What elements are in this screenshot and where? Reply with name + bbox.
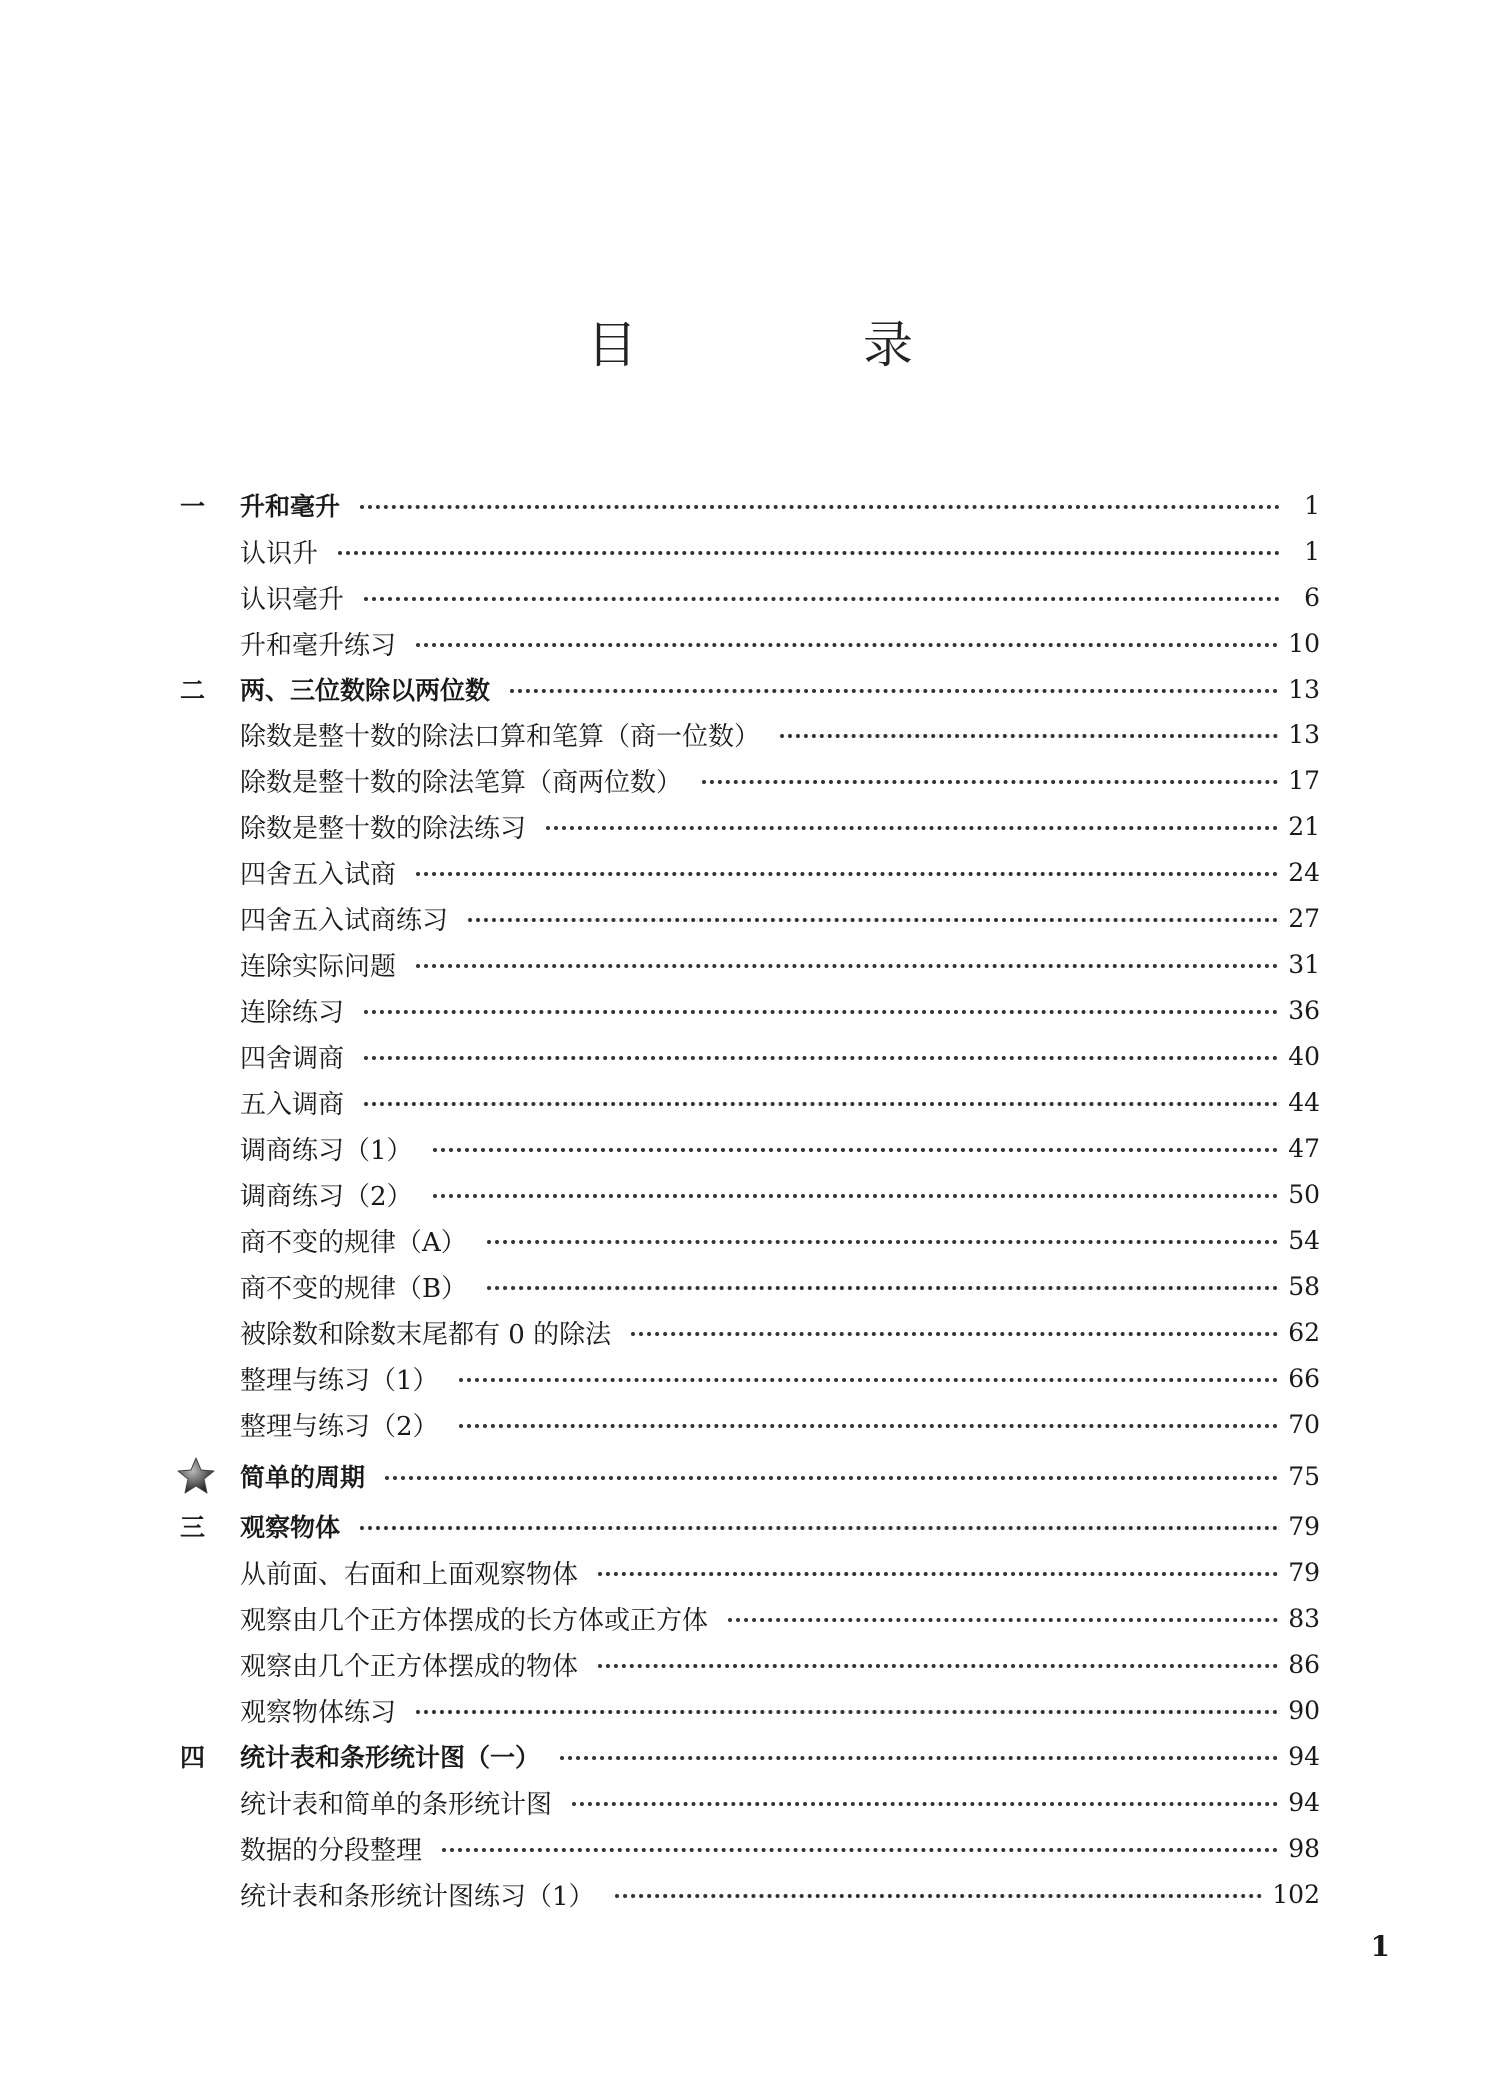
toc-entry-title: 统计表和条形统计图（一） bbox=[240, 1743, 541, 1772]
dot-leader bbox=[360, 505, 1280, 509]
toc-chapter-number: 二 bbox=[180, 676, 206, 705]
toc-entry bbox=[180, 1358, 1320, 1398]
toc-entry-title: 调商练习（1） bbox=[240, 1135, 413, 1166]
toc-entry bbox=[180, 1036, 1320, 1076]
toc-chapter-entry bbox=[180, 485, 1320, 525]
dot-leader bbox=[487, 1286, 1278, 1290]
toc-entry-title: 四舍调商 bbox=[240, 1043, 345, 1074]
toc-entry-title: 调商练习（2） bbox=[240, 1181, 413, 1212]
toc-page-number: 44 bbox=[1288, 1087, 1320, 1117]
toc-entry bbox=[180, 1552, 1320, 1592]
toc-page-number: 21 bbox=[1288, 811, 1320, 841]
toc-entry-title: 简单的周期 bbox=[240, 1463, 366, 1492]
toc-page-number: 27 bbox=[1288, 903, 1320, 933]
toc-entry-title: 从前面、右面和上面观察物体 bbox=[240, 1559, 579, 1590]
toc-page-number: 58 bbox=[1288, 1271, 1320, 1301]
toc-entry-title: 除数是整十数的除法练习 bbox=[240, 813, 527, 844]
toc-entry bbox=[180, 1082, 1320, 1122]
toc-entry-title: 统计表和简单的条形统计图 bbox=[240, 1789, 553, 1820]
toc-entry-title: 被除数和除数末尾都有 0 的除法 bbox=[240, 1319, 612, 1350]
dot-leader bbox=[631, 1332, 1278, 1336]
toc-entry bbox=[180, 1782, 1320, 1822]
toc-entry bbox=[180, 1644, 1320, 1684]
toc-entry bbox=[180, 1128, 1320, 1168]
dot-leader bbox=[385, 1476, 1278, 1480]
toc-page-number: 13 bbox=[1288, 674, 1320, 704]
toc-page-number: 17 bbox=[1288, 765, 1320, 795]
toc-entry-title: 升和毫升 bbox=[240, 492, 341, 521]
dot-leader bbox=[416, 872, 1278, 876]
dot-leader bbox=[416, 643, 1278, 647]
toc-entry-title: 整理与练习（2） bbox=[240, 1411, 439, 1442]
toc-chapter-number: 三 bbox=[180, 1513, 206, 1542]
toc-entry bbox=[180, 531, 1320, 571]
dot-leader bbox=[364, 1056, 1278, 1060]
toc-entry bbox=[180, 714, 1320, 754]
dot-leader bbox=[560, 1756, 1278, 1760]
toc-entry bbox=[180, 577, 1320, 617]
toc-entry-title: 观察由几个正方体摆成的长方体或正方体 bbox=[240, 1605, 709, 1636]
toc-entry-title: 认识升 bbox=[240, 538, 319, 569]
toc-page-number: 6 bbox=[1304, 582, 1320, 612]
toc-entry-title: 两、三位数除以两位数 bbox=[240, 676, 491, 705]
toc-entry bbox=[180, 1690, 1320, 1730]
toc-entry-title: 除数是整十数的除法笔算（商两位数） bbox=[240, 767, 683, 798]
toc-entry bbox=[180, 944, 1320, 984]
page-title: 目 录 bbox=[587, 316, 1018, 374]
toc-page-number: 31 bbox=[1288, 949, 1320, 979]
toc-entry-title: 认识毫升 bbox=[240, 584, 345, 615]
dot-leader bbox=[433, 1194, 1279, 1198]
toc-chapter-number: 一 bbox=[180, 492, 206, 521]
toc-page-number: 83 bbox=[1288, 1603, 1320, 1633]
dot-leader bbox=[360, 1526, 1278, 1530]
dot-leader bbox=[510, 689, 1278, 693]
dot-leader bbox=[780, 734, 1278, 738]
toc-page-number: 94 bbox=[1288, 1741, 1320, 1771]
toc-page-number: 79 bbox=[1288, 1511, 1320, 1541]
toc-page-number: 102 bbox=[1272, 1879, 1320, 1909]
toc-entry-title: 统计表和条形统计图练习（1） bbox=[240, 1881, 595, 1912]
toc-entry bbox=[180, 1220, 1320, 1260]
toc-entry-title: 四舍五入试商练习 bbox=[240, 905, 449, 936]
toc-entry bbox=[180, 1312, 1320, 1352]
toc-page-number: 36 bbox=[1288, 995, 1320, 1025]
toc-entry bbox=[180, 760, 1320, 800]
toc-entry-title: 商不变的规律（A） bbox=[240, 1227, 467, 1258]
toc-entry bbox=[180, 1828, 1320, 1868]
star-icon bbox=[180, 1456, 240, 1496]
toc-chapter-entry bbox=[180, 1456, 1320, 1496]
toc-entry bbox=[180, 806, 1320, 846]
toc-page-number: 79 bbox=[1288, 1557, 1320, 1587]
toc-entry-title: 升和毫升练习 bbox=[240, 630, 397, 661]
dot-leader bbox=[598, 1572, 1278, 1576]
toc-entry bbox=[180, 852, 1320, 892]
toc-entry-title: 观察由几个正方体摆成的物体 bbox=[240, 1651, 579, 1682]
toc-page-number: 1 bbox=[1304, 490, 1320, 520]
dot-leader bbox=[364, 597, 1280, 601]
toc-chapter-entry bbox=[180, 1506, 1320, 1546]
toc-page-number: 62 bbox=[1288, 1317, 1320, 1347]
toc-entry-title: 五入调商 bbox=[240, 1089, 345, 1120]
toc-entry bbox=[180, 898, 1320, 938]
toc-page-number: 40 bbox=[1288, 1041, 1320, 1071]
dot-leader bbox=[702, 780, 1278, 784]
toc-entry bbox=[180, 1874, 1320, 1914]
toc-page-number: 90 bbox=[1288, 1695, 1320, 1725]
dot-leader bbox=[364, 1010, 1278, 1014]
dot-leader bbox=[459, 1378, 1279, 1382]
toc-entry-title: 四舍五入试商 bbox=[240, 859, 397, 890]
toc-entry bbox=[180, 1266, 1320, 1306]
toc-entry bbox=[180, 1598, 1320, 1638]
toc-entry bbox=[180, 1404, 1320, 1444]
toc-chapter-number: 四 bbox=[180, 1743, 206, 1772]
page-number: 1 bbox=[1370, 1930, 1390, 1963]
dot-leader bbox=[433, 1148, 1279, 1152]
dot-leader bbox=[416, 1710, 1278, 1714]
dot-leader bbox=[364, 1102, 1278, 1106]
toc-entry-title: 观察物体 bbox=[240, 1513, 341, 1542]
dot-leader bbox=[615, 1894, 1263, 1898]
dot-leader bbox=[416, 964, 1278, 968]
toc-entry-title: 整理与练习（1） bbox=[240, 1365, 439, 1396]
toc-page-number: 1 bbox=[1304, 536, 1320, 566]
toc-entry-title: 数据的分段整理 bbox=[240, 1835, 423, 1866]
toc-page-number: 94 bbox=[1288, 1787, 1320, 1817]
toc-entry-title: 连除练习 bbox=[240, 997, 345, 1028]
dot-leader bbox=[546, 826, 1278, 830]
toc-entry-title: 观察物体练习 bbox=[240, 1697, 397, 1728]
toc-entry bbox=[180, 1174, 1320, 1214]
toc-entry-title: 连除实际问题 bbox=[240, 951, 397, 982]
toc-entry bbox=[180, 623, 1320, 663]
dot-leader bbox=[459, 1424, 1279, 1428]
dot-leader bbox=[468, 918, 1278, 922]
toc-page-number: 54 bbox=[1288, 1225, 1320, 1255]
toc-page-number: 75 bbox=[1288, 1461, 1320, 1491]
toc-entry bbox=[180, 990, 1320, 1030]
toc-entry-title: 除数是整十数的除法口算和笔算（商一位数） bbox=[240, 721, 761, 752]
toc-entry-title: 商不变的规律（B） bbox=[240, 1273, 468, 1304]
dot-leader bbox=[598, 1664, 1278, 1668]
dot-leader bbox=[442, 1848, 1278, 1852]
dot-leader bbox=[728, 1618, 1278, 1622]
toc-page-number: 66 bbox=[1288, 1363, 1320, 1393]
toc-chapter-entry bbox=[180, 669, 1320, 709]
toc-page-number: 98 bbox=[1288, 1833, 1320, 1863]
toc-page-number: 86 bbox=[1288, 1649, 1320, 1679]
dot-leader bbox=[338, 551, 1280, 555]
dot-leader bbox=[572, 1802, 1278, 1806]
toc-page-number: 10 bbox=[1288, 628, 1320, 658]
dot-leader bbox=[487, 1240, 1278, 1244]
toc-page-number: 47 bbox=[1288, 1133, 1320, 1163]
toc-page-number: 13 bbox=[1288, 719, 1320, 749]
toc-page-number: 50 bbox=[1288, 1179, 1320, 1209]
toc-chapter-entry bbox=[180, 1736, 1320, 1776]
toc-page-number: 70 bbox=[1288, 1409, 1320, 1439]
toc-page-number: 24 bbox=[1288, 857, 1320, 887]
